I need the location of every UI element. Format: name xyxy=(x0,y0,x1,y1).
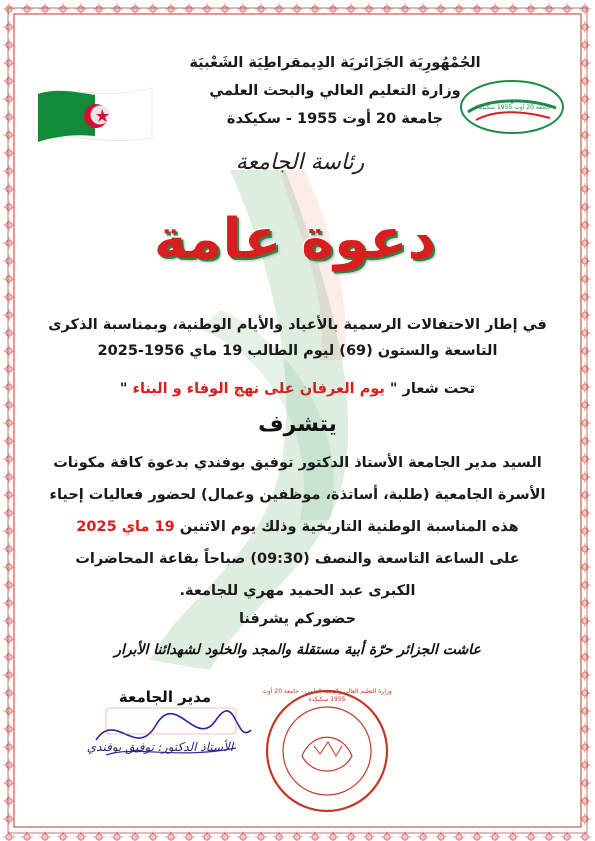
ministry-name: وزارة التعليم العالي والبحث العلمي xyxy=(209,83,461,99)
body-line-1: في إطار الاحتفالات الرسمية بالأعياد والأيام الوطنية، وبمناسبة الذكرى xyxy=(48,317,547,333)
body-line-4: الأسرة الجامعية (طلبة، أساتذة، موظفين وعمال) لحضور فعاليات إحياء xyxy=(49,487,546,503)
honored-heading: يتشرف xyxy=(258,412,337,437)
body-line-8: حضوركم يشرفنا xyxy=(238,611,357,627)
body-line-3: السيد مدير الجامعة الأستاذ الدكتور توفيق بوفندي بدعوة كافة مكونات xyxy=(53,455,542,471)
university-name: جامعة 20 أوت 1955 - سكيكدة xyxy=(226,111,444,127)
logo-text: جامعة 20 أوت 1955 سكيكدة xyxy=(475,104,551,111)
slogan-line xyxy=(30,376,565,402)
republic-name: الجُمْهُورِيَة الجَزَائريَة الدِيمقراطِيَة الشَعْبيَة xyxy=(189,55,481,71)
slogan-text: يوم العرفان على نهج الوفاء و البناء xyxy=(127,381,390,397)
slogan-prefix: تحت شعار " xyxy=(389,381,476,397)
body-line-5 xyxy=(30,514,565,540)
algerian-flag-icon xyxy=(36,80,154,146)
body-line-6: على الساعة التاسعة والنصف (09:30) صباحاً بقاعة المحاضرات xyxy=(75,551,520,567)
signature-stamp-icon xyxy=(86,700,256,770)
signature-name: الأستاذ الدكتور: توفيق بوفندي xyxy=(86,740,234,754)
svg-text:★: ★ xyxy=(509,98,515,106)
presidency-heading: رئاسة الجامعة xyxy=(235,150,365,175)
body-line-2: التاسعة والستون (69) ليوم الطالب 19 ماي 1956-2025 xyxy=(97,343,498,359)
event-date: 19 ماي 2025 xyxy=(76,519,175,535)
slogan-suffix: " xyxy=(119,381,128,397)
body-line-5-text: هذه المناسبة الوطنية التاريخية وذلك يوم الاثنين xyxy=(174,519,519,535)
body-line-7: الكبرى عبد الحميد مهري للجامعة. xyxy=(179,583,416,599)
closing-line: عاشت الجزائر حرّة أبية مستقلة والمجد والخلود لشهدائنا الأبرار xyxy=(114,642,481,658)
signature-title: مدير الجامعة xyxy=(118,688,212,706)
stamp-text: وزارة التعليم العالي والبحث العلمي - جامعة 20 أوت 1955 سكيكدة xyxy=(262,688,392,703)
invitation-title: دعوة عامة xyxy=(153,207,437,272)
